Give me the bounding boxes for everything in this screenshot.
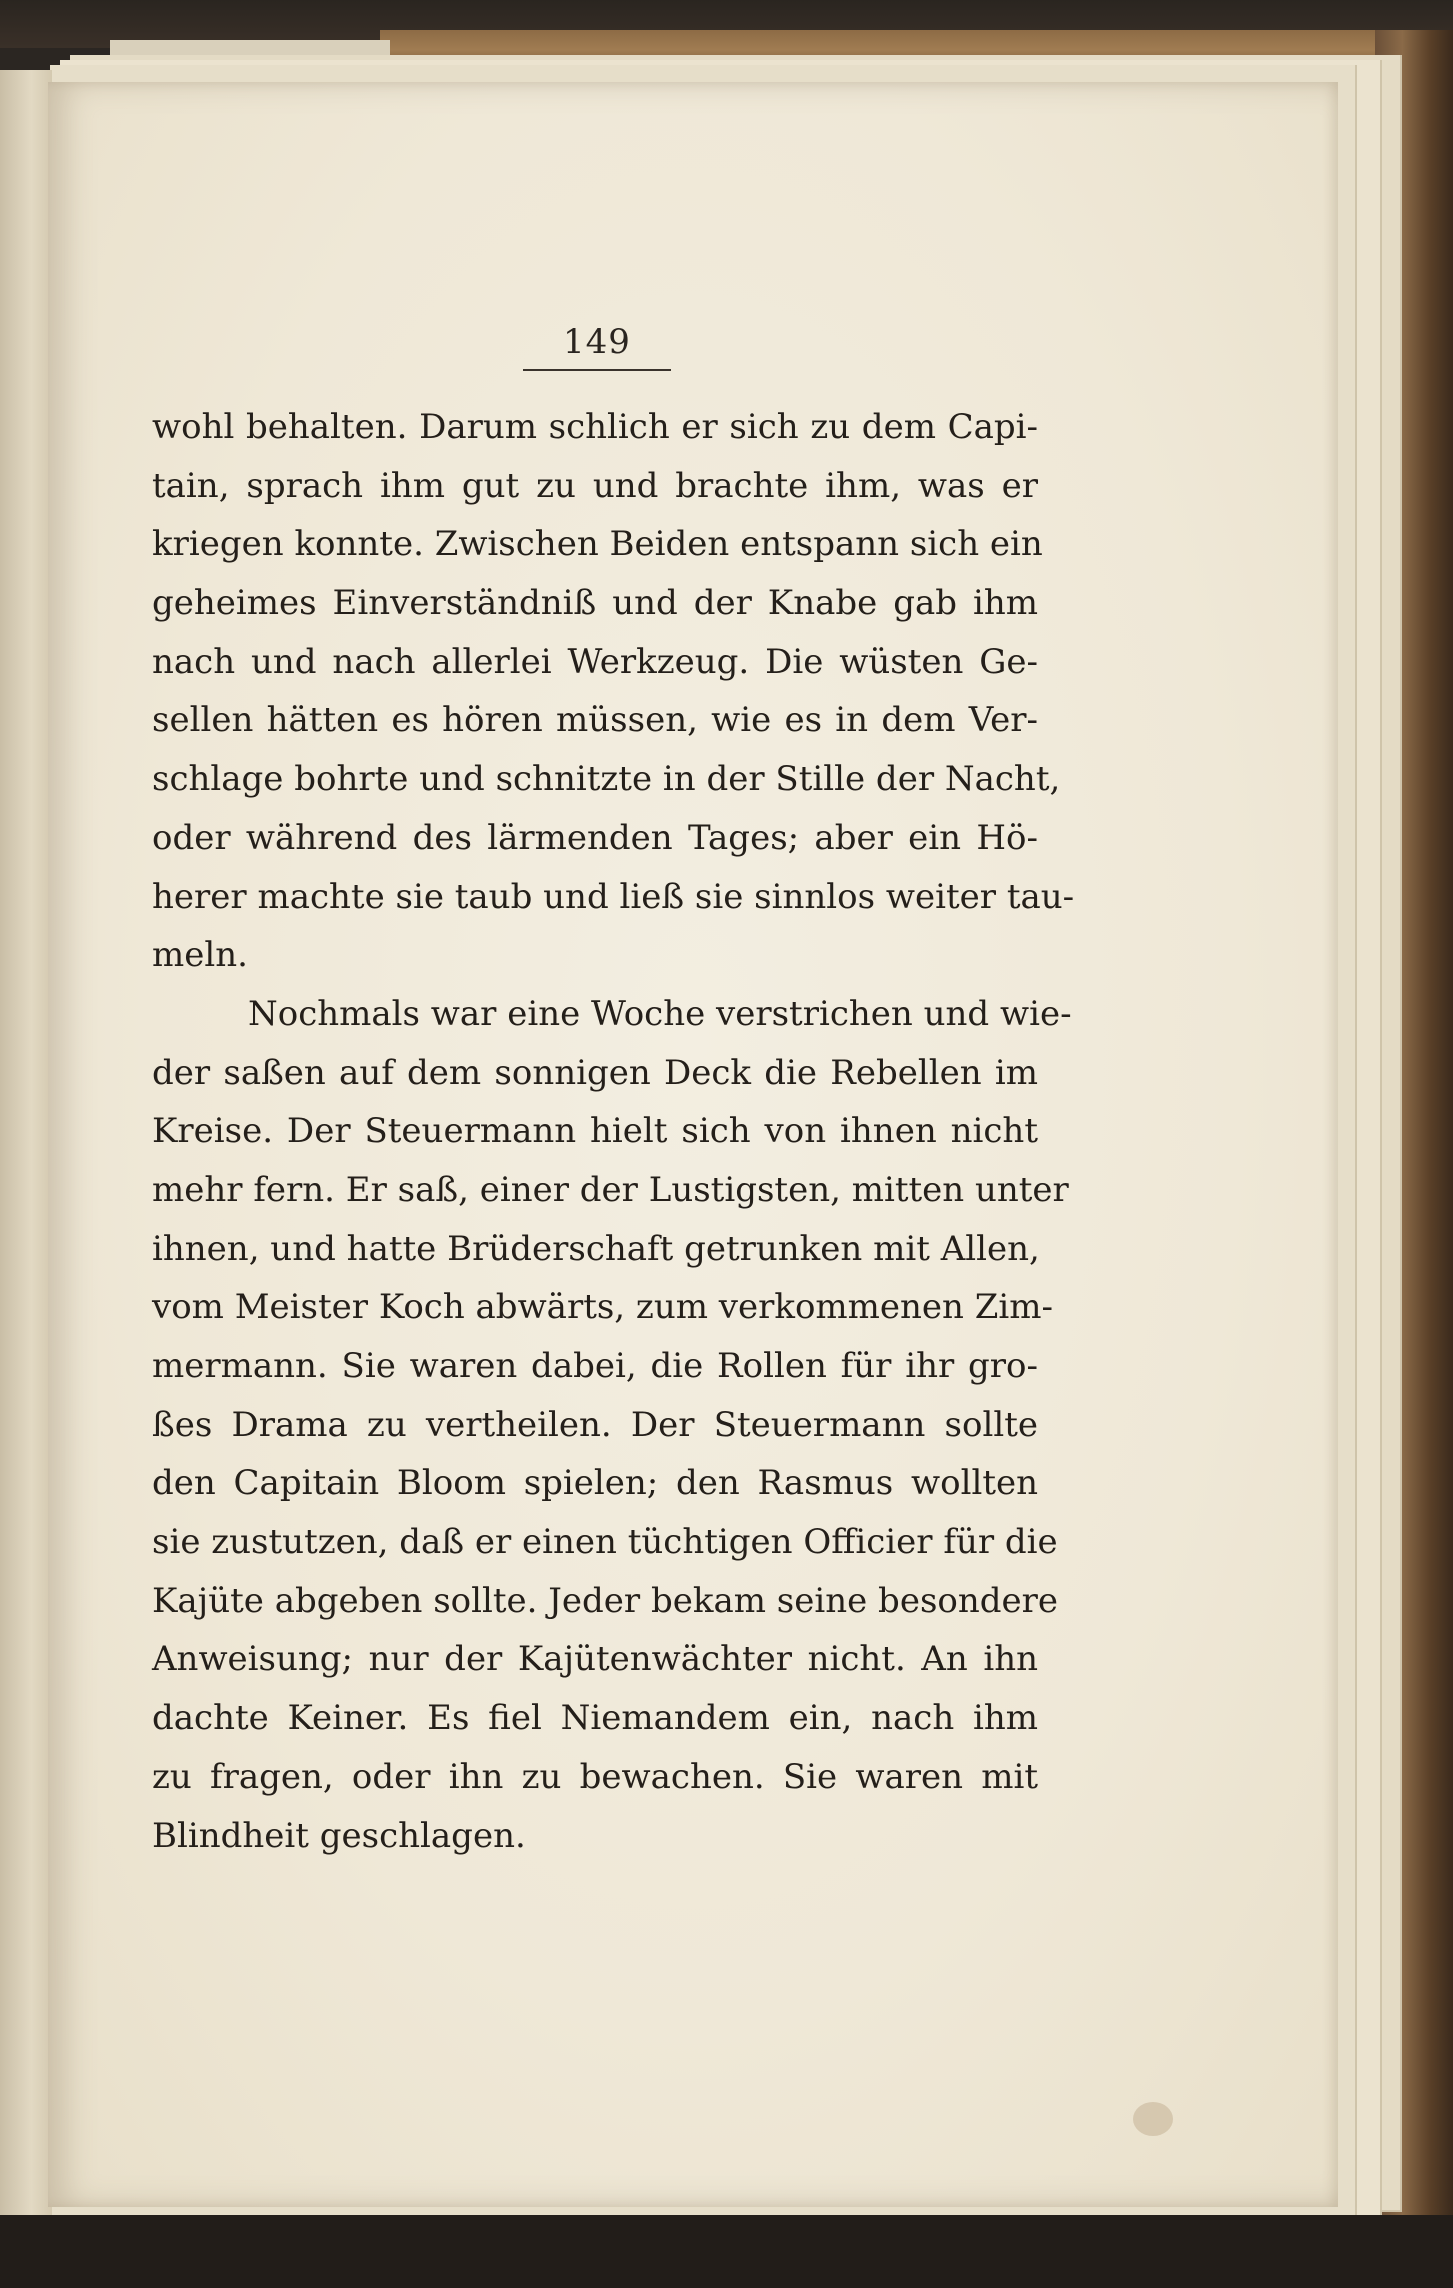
page-stain xyxy=(1133,2102,1173,2136)
page-number-rule xyxy=(523,369,671,371)
text-line: Kajüte abgeben sollte. Jeder bekam seine besondere xyxy=(152,1580,1059,1621)
previous-page-gutter xyxy=(0,70,52,2220)
text-line: Kreise. Der Steuermann hielt sich von ihnen nicht xyxy=(152,1111,1038,1152)
text-line: zu fragen, oder ihn zu bewachen. Sie waren mit xyxy=(152,1756,1038,1797)
paragraph-start-line: Nochmals war eine Woche verstrichen und wie- xyxy=(248,993,1072,1034)
text-line: vom Meister Koch abwärts, zum verkommenen Zim- xyxy=(152,1287,1053,1328)
text-line: mehr fern. Er saß, einer der Lustigsten, mitten unter xyxy=(152,1169,1069,1210)
text-line: sellen hätten es hören müssen, wie es in dem Ver- xyxy=(152,700,1038,741)
text-line: mermann. Sie waren dabei, die Rollen für ihr gro- xyxy=(152,1346,1038,1386)
text-line: wohl behalten. Darum schlich er sich zu dem Capi- xyxy=(152,407,1038,447)
text-line: Anweisung; nur der Kajütenwächter nicht. An ihn xyxy=(152,1639,1038,1680)
text-line: der saßen auf dem sonnigen Deck die Rebellen im xyxy=(152,1052,1038,1093)
text-line: ihnen, und hatte Brüderschaft getrunken mit Allen, xyxy=(152,1228,1040,1269)
text-line: oder während des lärmenden Tages; aber ein Hö- xyxy=(152,817,1038,858)
text-line: Blindheit geschlagen. xyxy=(152,1815,526,1856)
page-number: 149 xyxy=(563,322,631,362)
text-line: ßes Drama zu vertheilen. Der Steuermann sollte xyxy=(152,1404,1038,1445)
body-text xyxy=(152,398,1075,1865)
text-line: herer machte sie taub und ließ sie sinnlos weiter tau- xyxy=(152,876,1075,917)
text-line: tain, sprach ihm gut zu und brachte ihm, was er xyxy=(152,465,1038,506)
text-line: kriegen konnte. Zwischen Beiden entspann sich ein xyxy=(152,524,1043,565)
text-line: nach und nach allerlei Werkzeug. Die wüsten Ge- xyxy=(152,641,1038,682)
text-line: dachte Keiner. Es fiel Niemandem ein, nach ihm xyxy=(152,1698,1038,1739)
text-line: geheimes Einverständniß und der Knabe gab ihm xyxy=(152,583,1038,624)
text-line: meln. xyxy=(152,935,248,976)
text-line: sie zustutzen, daß er einen tüchtigen Officier für die xyxy=(152,1522,1058,1563)
book-bottom-background xyxy=(0,2215,1453,2288)
text-line: den Capitain Bloom spielen; den Rasmus wollten xyxy=(152,1463,1038,1504)
text-line: schlage bohrte und schnitzte in der Stille der Nacht, xyxy=(152,759,1061,800)
